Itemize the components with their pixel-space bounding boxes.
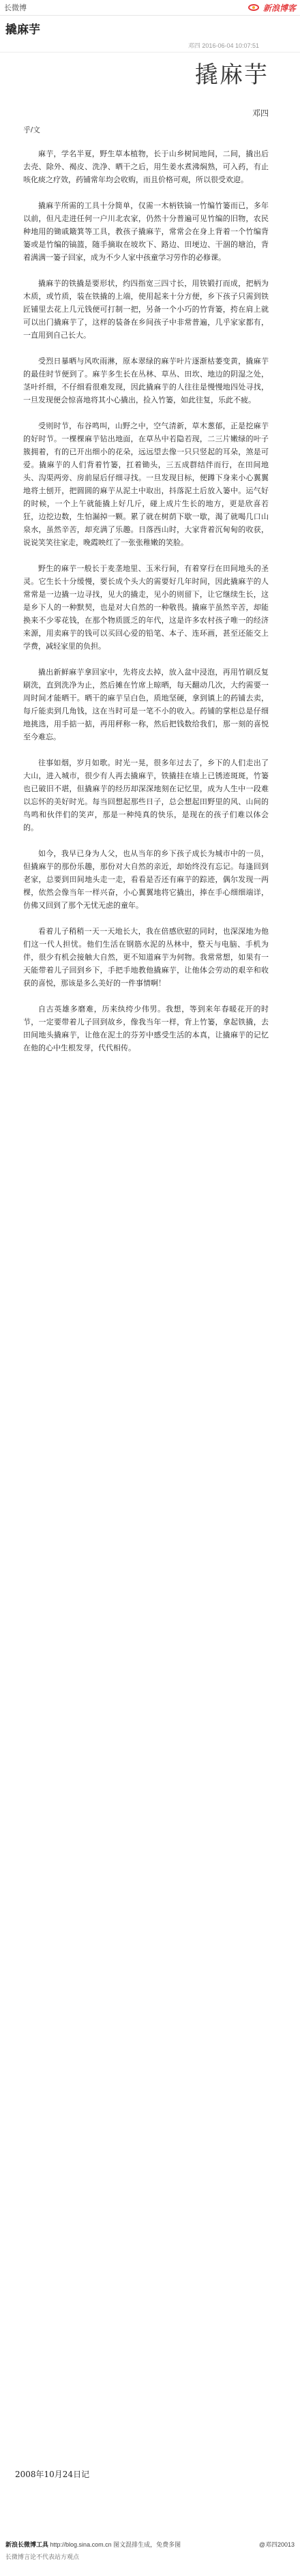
app-brand: 长微博	[4, 4, 27, 12]
article-byline: 乎/文	[23, 126, 41, 134]
footer-url-link[interactable]: http://blog.sina.com.cn 图文混排生成，免费多图	[50, 2541, 181, 2548]
article-author: 邓四	[252, 108, 269, 118]
top-bar	[0, 0, 300, 16]
sina-blog-logo[interactable]	[248, 2, 296, 14]
sina-eye-icon	[248, 3, 260, 12]
post-title: 撬麻芋	[5, 23, 40, 36]
footer-notice: 长微博言论不代表站方观点	[5, 2553, 80, 2560]
paragraph: 撬麻芋所需的工具十分简单，仅需一木柄铁镐一竹编竹篓而已，多年以前，但凡走进任何一户川北农家，仍然十分普遍可见竹编的旧物，农民种地用的锄戚簸箕等工具，教孩子撬麻芋，常常会在身上背着一个竹编背篓或是竹编的镐篮，随手摘取在坡坎下、路边、田埂边、干涸的塘泊，背着满满一篓子回家，成为不少人家中孩童学习劳作的必修课。	[23, 202, 269, 262]
footer-tool-label: 新浪长微博工具	[5, 2541, 49, 2548]
paragraph: 撬出新鲜麻芋拿回家中，先将皮去掉，放入盆中浸泡，再用竹刷反复刷洗，直到洗净为止，然后摊在竹席上晾晒，每天翻动几次，大约需要一周时间才能晒干。晒干的麻芋呈白色，质地坚硬，拿到镇上的药铺去卖，每斤能卖到几角钱，这在当时可是一笔不小的收入。药铺的掌柜总是仔细地挑选，用手掂一掂，再用秤称一称，然后把钱数给我们，那一刻的喜悦至今难忘。	[23, 668, 269, 741]
paragraph: 撬麻芋的铁撬是要形状，约四指宽三四寸长，用铁锻打而成，把柄为木质，或竹质，装在铁撬的上端，使用起来十分方便，乡下孩子只需到铁匠铺里去花上几元钱便可打制一把，另备一个小巧的竹背篓，挎在肩上就可以出门撬麻芋了，这样的装备在乡间孩子中非常普遍，几乎家家都有，一直用到自己长大。	[23, 280, 269, 340]
paragraph: 受烈日暴晒与风吹雨淋，原本翠绿的麻芋叶片逐渐枯萎变黄，撬麻芋的最佳时节便到了。麻芋多生长在丛林、草丛、田坎、地边的阴湿之处，茎叶纤细，不仔细看很难发现，因此撬麻芋的人往往是慢慢地四处寻找，一旦发现便会惊喜地将其小心撬出，捡入竹篓，如此往复，乐此不疲。	[23, 357, 269, 404]
paragraph: 如今，我早已身为人父，也从当年的乡下孩子成长为城市中的一员，但撬麻芋的那份乐趣，那份对大自然的亲近，却始终没有忘记。每逢回到老家，总要到田间地头走一走，看看是否还有麻芋的踪迹，偶尔发现一两棵，依然会像当年一样兴奋，小心翼翼地将它撬出，捧在手心细细端详，仿佛又回到了那个无忧无虑的童年。	[23, 850, 269, 910]
post-meta: 邓四 2016-06-04 10:07:51	[0, 40, 300, 53]
article-title: 撬麻芋	[195, 61, 269, 89]
paragraph: 看着儿子稍稍一天一天地长大，我在倍感欣慰的同时，也深深地为他们这一代人担忧。他们生活在钢筋水泥的丛林中，整天与电脑、手机为伴，很少有机会接触大自然，更不知道麻芋为何物。我常常想，如果有一天能带着儿子回到乡下，手把手地教他撬麻芋，让他体会劳动的艰辛和收获的喜悦，那该是多么美好的一件事情啊！	[23, 928, 269, 988]
sina-blog-label: 新浪博客	[262, 3, 296, 13]
paragraph: 野生的麻芋一般长于麦垄地里、玉米行间，有着穿行在田间地头的圣灵。它生长十分缓慢，要长成个头大的需要好几年时间，因此撬麻芋的人常常是一边撬一边寻找，见大的撬走，见小的则留下，让它继续生长，这是乡下人的一种默契，也是对大自然的一种敬畏。撬麻芋虽然辛苦，却能换来不少零花钱，在那个物质匮乏的年代，这是许多农村孩子唯一的经济来源，用卖麻芋的钱可以买回心爱的铅笔、本子、连环画，甚至还能交上学费，减轻家里的负担。	[23, 565, 269, 651]
paragraph: 往事如烟，岁月如歌。时光一晃，很多年过去了，乡下的人们走出了大山，进入城市，很少有人再去撬麻芋，铁撬挂在墙上已锈迹斑斑，竹篓也已破旧不堪，但撬麻芋的经历却深深地刻在记忆里，成为人生中一段难以忘怀的美好时光。每当回想起那些日子，总会想起田野里的风、山间的鸟鸣和伙伴们的笑声，那是一种纯真的快乐，是现在的孩子们难以体会的。	[23, 759, 269, 832]
paragraph: 麻芋，学名半夏，野生草本植物，长于山乡树间地间，二间，撬出后去壳、除外、褐皮、洗净、晒干之后，用生姜水煮沸焖熟，可入药，有止咳化痰之疗效，药铺常年均会收购，而且价格可观，所以很受欢迎。	[23, 150, 269, 184]
article-date: 2008年10月24日记	[15, 2470, 90, 2479]
paragraph: 自古英雄多磨难，历来纨绔少伟男。我想，等到来年春暖花开的时节，一定要带着儿子回到故乡，像我当年一样，背上竹篓，拿起铁撬，去田间地头撬麻芋，让他在泥土的芬芳中感受生活的本真，让撬麻芋的记忆在他的心中生根发芽，代代相传。	[23, 1005, 269, 1052]
footer-watermark: @邓四20013	[258, 2541, 295, 2548]
footer	[5, 2540, 295, 2561]
article-body	[23, 42, 269, 1055]
paragraph: 受则时节，布谷鸣叫，山野之中，空气清新，草木葱郁，正是挖麻芋的好时节。一棵棵麻芋钻出地面，在草丛中若隐若现，二三片嫩绿的叶子簇拥着，有的已开出细小的花朵，远远望去像一只只竖起的耳朵，煞是可爱。撬麻芋的人们背着竹篓，扛着锄头，三五成群结伴而行，在田间地头、沟渠两旁、房前屋后仔细寻找。一旦发现目标，便蹲下身来小心翼翼地将土刨开，把圆圆的麻芋从泥土中取出，抖落泥土后放入篓中。运气好的时候，一个上午就能撬上好几斤，碰上成片生长的地方，更是欣喜若狂，边挖边数，生怕漏掉一颗。累了就在树荫下歇一歇，渴了就喝几口山泉水，虽然辛苦，却充满了乐趣。日落西山时，大家背着沉甸甸的收获，说说笑笑往家走，晚霞映红了一张张稚嫩的笑脸。	[23, 422, 269, 547]
